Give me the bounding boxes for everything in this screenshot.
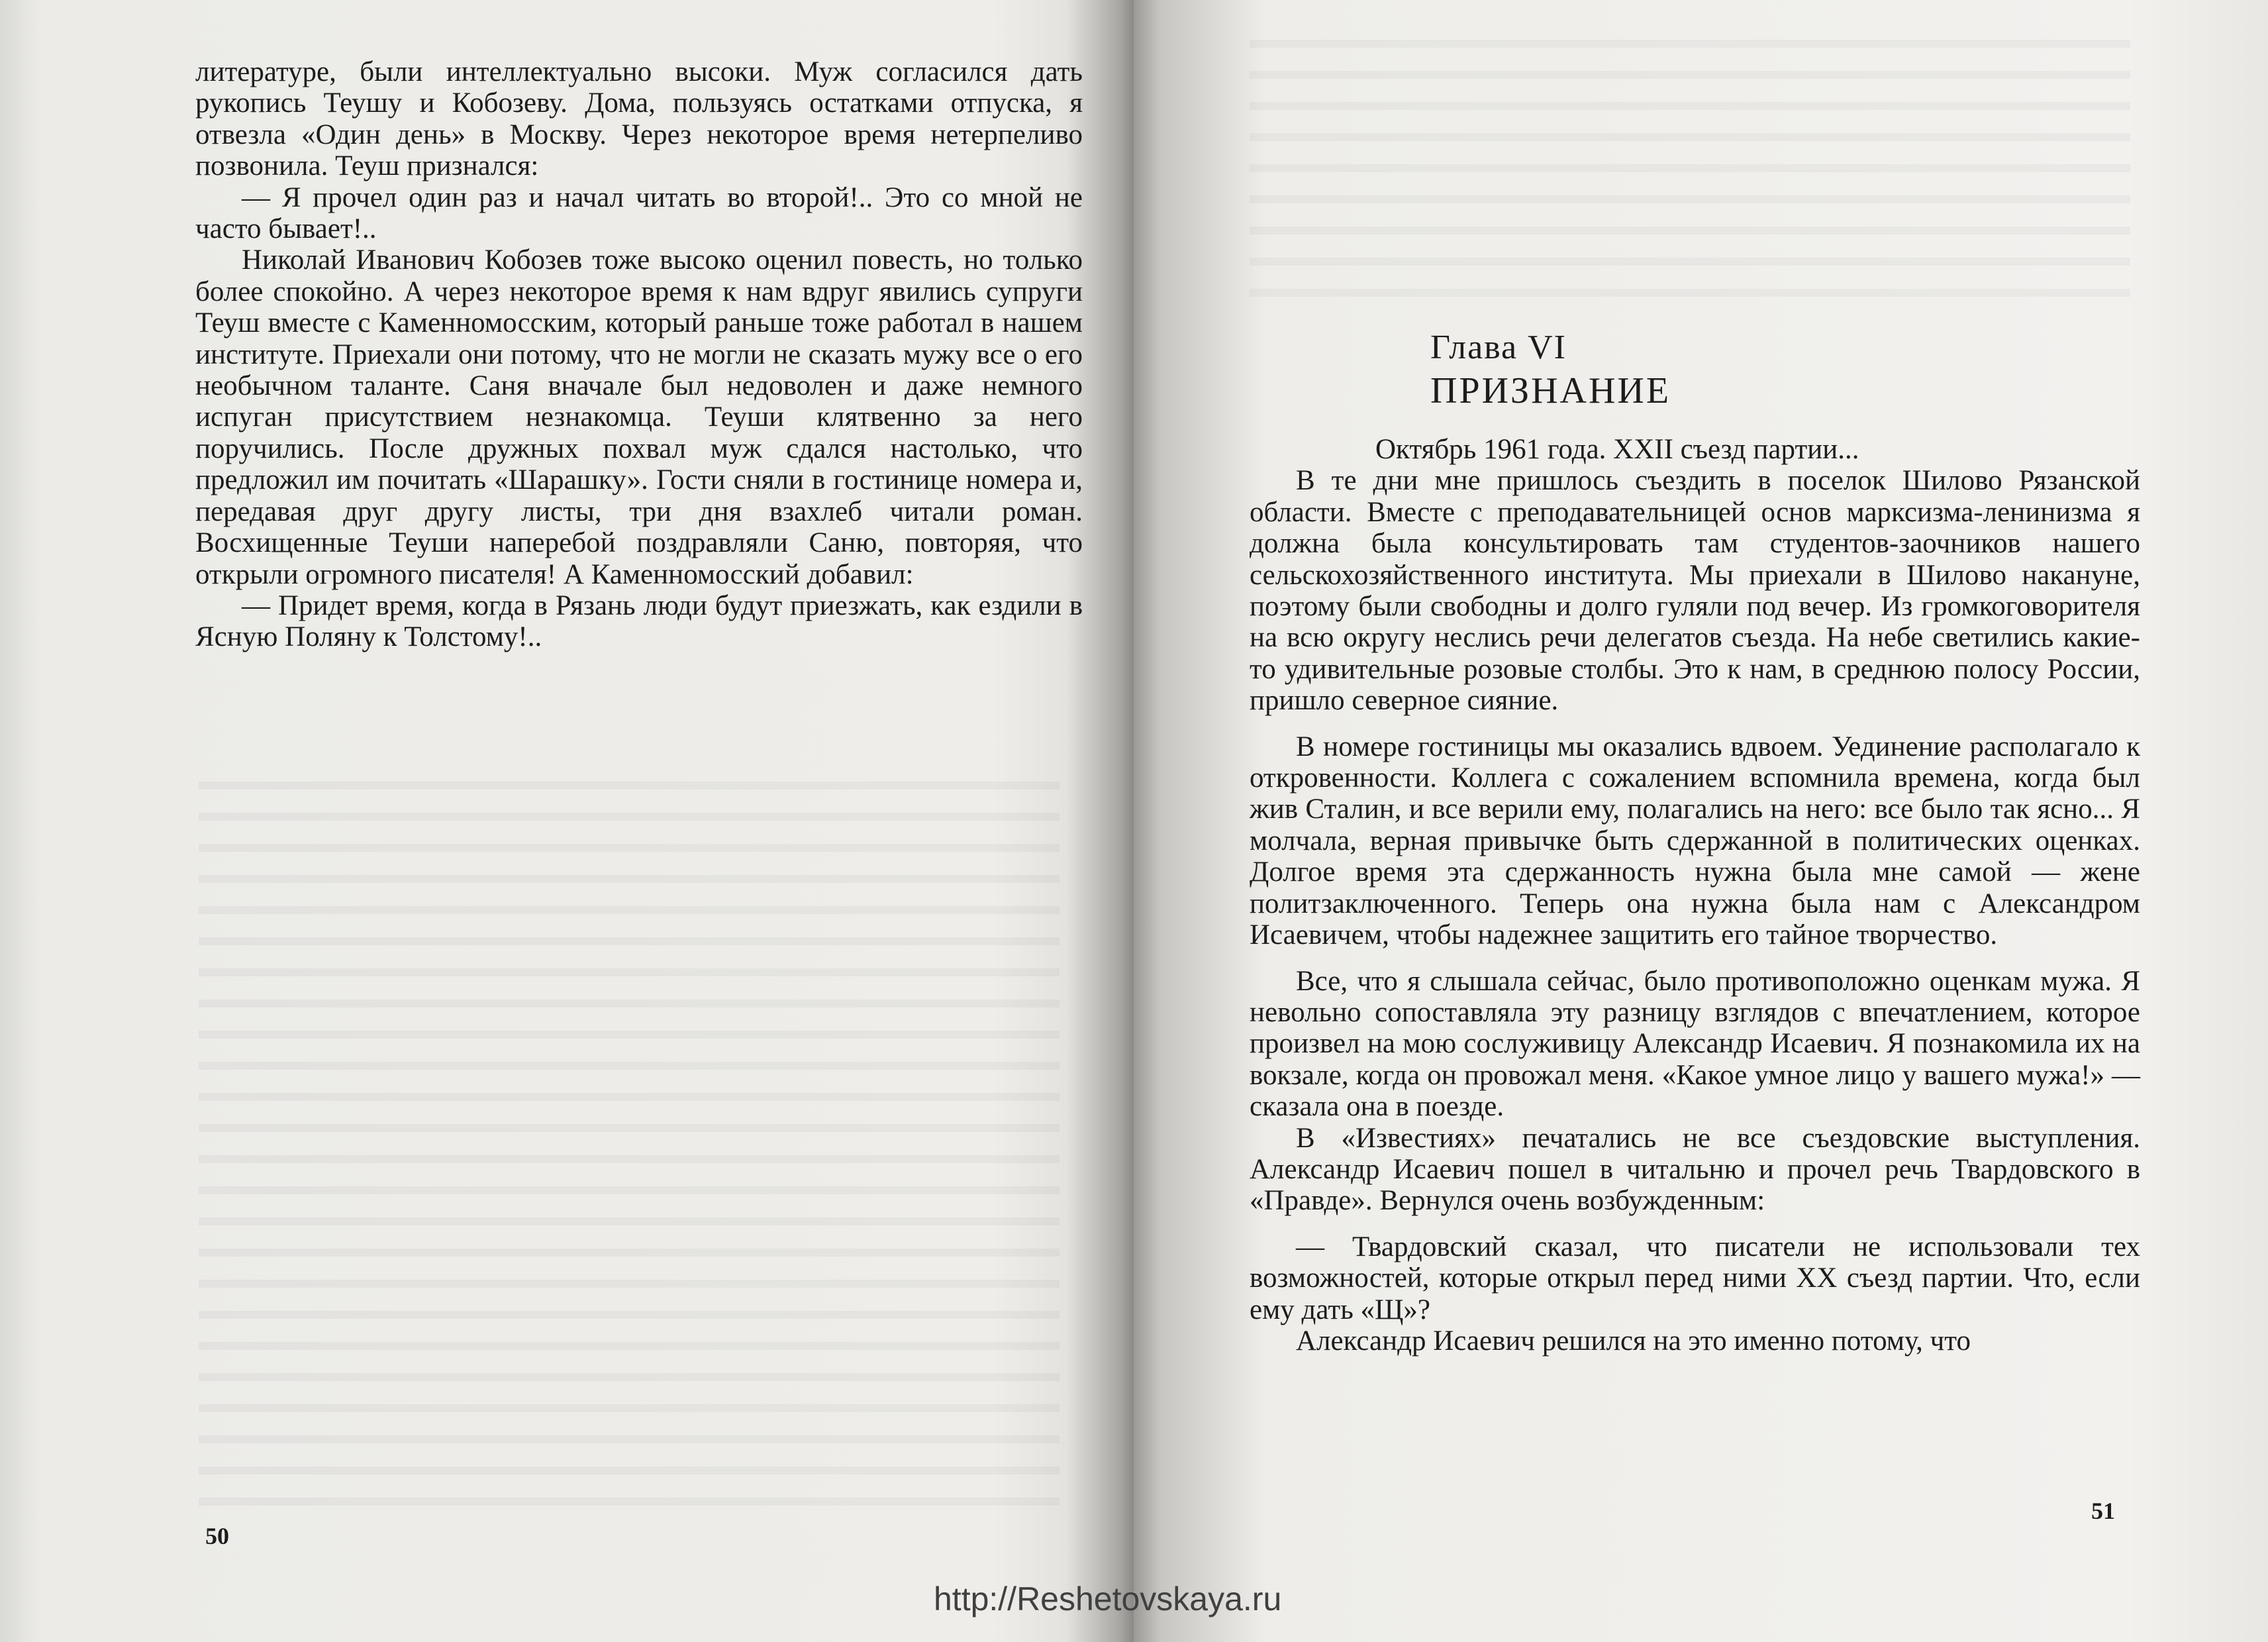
paragraph: В те дни мне пришлось съездить в поселок Шилово Рязанской области. Вместе с преподавательницей основ марксизма-ленинизма я должна была консультировать там студентов-заочников нашего сельскохозяйственного института. Мы приехали в Шилово накануне, поэтому были свободны и долго гуляли под вечер. Из громкоговорителя на всю округу неслись речи делегатов съезда. На небе светились какие-то удивительные розовые столбы. Это к нам, в среднюю полосу России, пришло северное сияние. xyxy=(1250,465,2140,717)
page-number-right: 51 xyxy=(2091,1498,2115,1524)
paragraph: Николай Иванович Кобозев тоже высоко оценил повесть, но только более спокойно. А через некоторое время к нам вдруг явились супруги Теуш вместе с Каменномосским, который раньше тоже работал в нашем институте. Приехали они потому, что не могли не сказать мужу все о его необычном таланте. Саня вначале был недоволен и даже немного испуган присутствием незнакомца. Теуши клятвенно за него поручились. После дружных похвал муж сдался настолько, что предложил им почитать «Шарашку». Гости сняли в гостинице номера и, передавая друг другу листы, три дня взахлеб читали роман. Восхищенные Теуши наперебой поздравляли Саню, повторяя, что открыли огромного писателя! А Каменномосский добавил: xyxy=(195,244,1083,590)
paragraph: Александр Исаевич решился на это именно потому, что xyxy=(1296,1325,1971,1357)
chapter-title: ПРИЗНАНИЕ xyxy=(1430,370,1671,411)
paragraph: литературе, были интеллектуально высоки. Муж согласился дать рукопись Теушу и Кобозеву. Дома, пользуясь остатками отпуска, я отвезла «Один день» в Москву. Через некоторое время нетерпеливо позвонила. Теуш признался: xyxy=(195,56,1083,182)
chapter-label: Глава VI xyxy=(1430,329,1567,366)
left-page-text xyxy=(195,56,1083,653)
watermark: http://Reshetovskaya.ru xyxy=(934,1580,1282,1617)
show-through-text xyxy=(1250,20,2130,305)
right-page-text xyxy=(1250,434,2140,1357)
paragraph: Октябрь 1961 года. XXII съезд партии... xyxy=(1375,434,1859,465)
paragraph: — Я прочел один раз и начал читать во второй!.. Это со мной не часто бывает!.. xyxy=(195,181,1083,245)
paragraph: В номере гостиницы мы оказались вдвоем. Уединение располагало к откровенности. Коллега с сожалением вспомнила времена, когда был жив Сталин, и все верили ему, полагались на него: все было так ясно... Я молчала, верная привычке быть сдержанной в политических оценках. Долгое время эта сдержанность нужна была мне самой — жене политзаключенного. Теперь она нужна была нам с Александром Исаевичем, чтобы надежнее защитить его тайное творчество. xyxy=(1250,731,2140,951)
paragraph: — Придет время, когда в Рязань люди будут приезжать, как ездили в Ясную Поляну к Толстому!.. xyxy=(195,590,1083,653)
paragraph: В «Известиях» печатались не все съездовские выступления. Александр Исаевич пошел в читальню и прочел речь Твардовского в «Правде». Вернулся очень возбужденным: xyxy=(1250,1122,2140,1217)
paragraph: — Твардовский сказал, что писатели не использовали тех возможностей, которые открыл перед ними XX съезд партии. Что, если ему дать «Щ»? xyxy=(1250,1231,2140,1325)
paragraph: Все, что я слышала сейчас, было противоположно оценкам мужа. Я невольно сопоставляла эту разницу взглядов с впечатлением, которое произвел на мою сослуживицу Александр Исаевич. Я познакомила их на вокзале, когда он провожал меня. «Какое умное лицо у вашего мужа!» — сказала она в поезде. xyxy=(1250,965,2140,1123)
show-through-text xyxy=(199,762,1060,1517)
page-number-left: 50 xyxy=(205,1523,229,1549)
